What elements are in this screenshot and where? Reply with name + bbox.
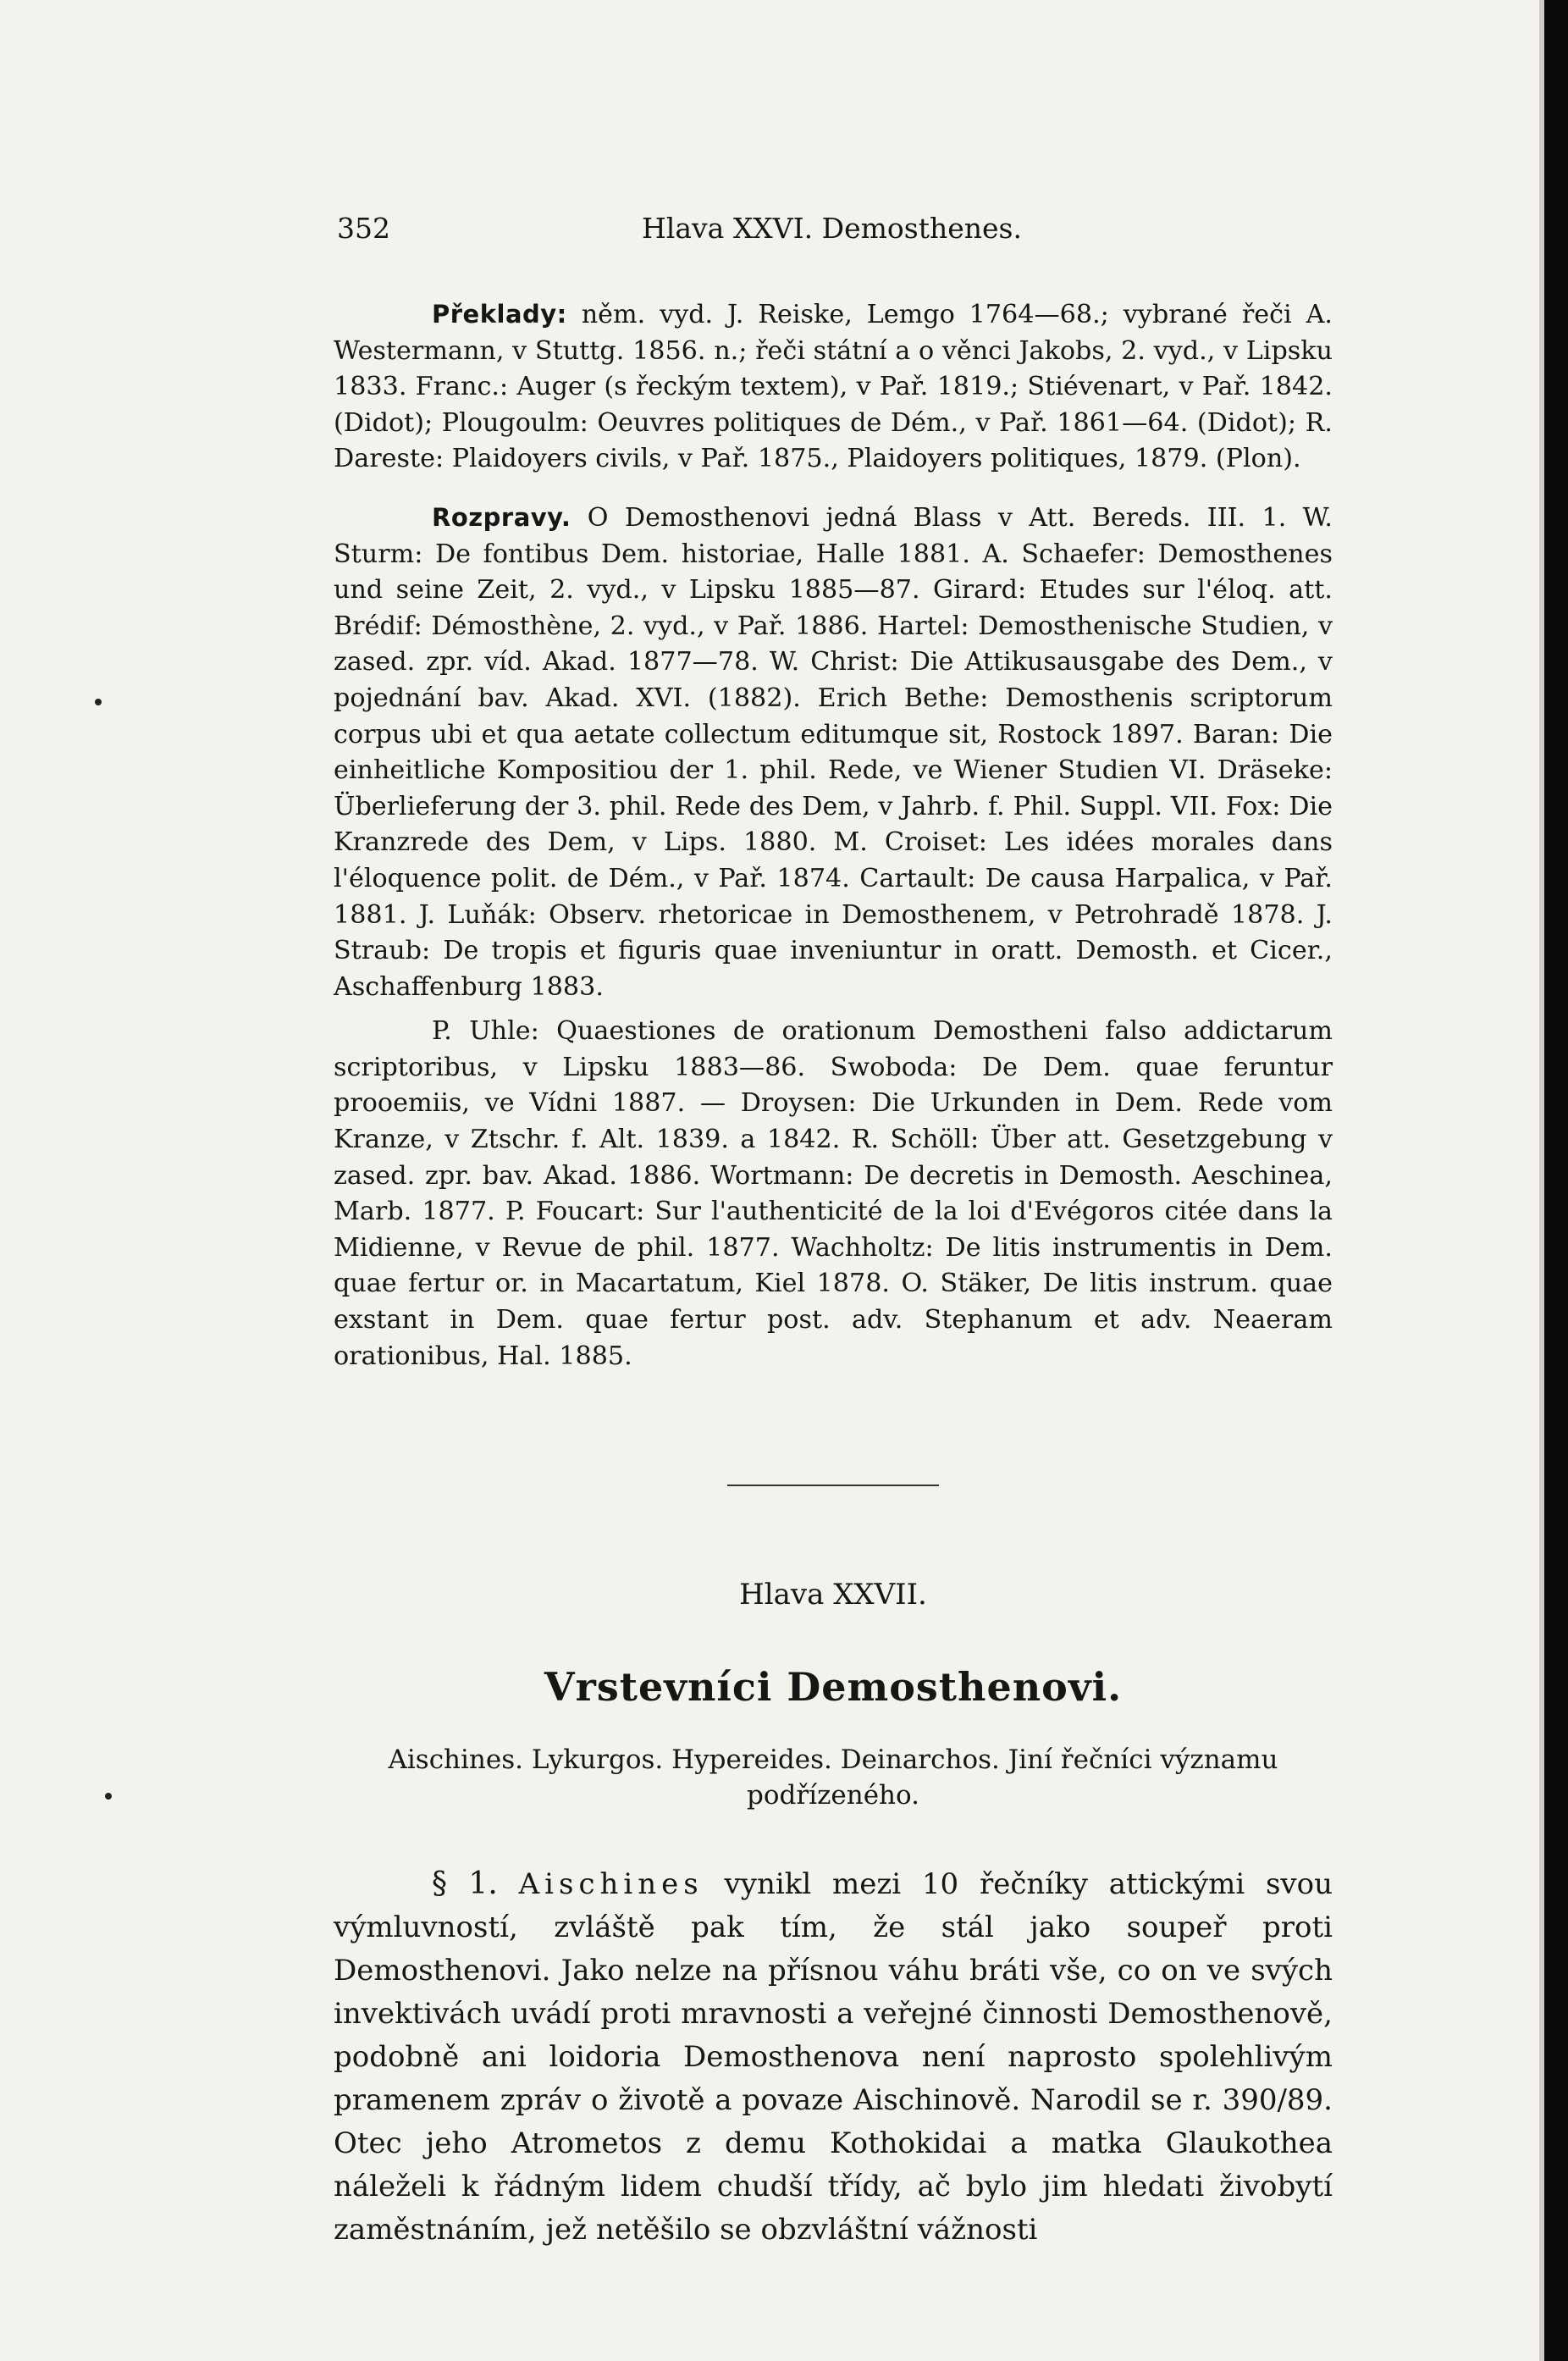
translations-paragraph	[334, 296, 1333, 478]
section-divider	[727, 1485, 939, 1486]
chapter-label: Hlava XXVII.	[739, 1578, 927, 1612]
book-page	[334, 212, 1333, 2252]
scan-speck	[95, 699, 102, 705]
page-number: 352	[337, 212, 390, 245]
section-name: Aischines	[518, 1867, 704, 1902]
chapter-subtitle: Aischines. Lykurgos. Hypereides. Deinarchos. Jiní řečníci významu podřízeného.	[388, 1744, 1278, 1811]
section-body	[334, 1862, 1333, 2252]
translations-text: něm. vyd. J. Reiske, Lemgo 1764—68.; vybrané řeči A. Westermann, v Stuttg. 1856. n.; řeči státní a o věnci Jakobs, 2. vyd., v Lipsku 1833. Franc.: Auger (s řeckým textem), v Pař. 1819.; Stiévenart, v Pař. 1842. (Didot); Plougoulm: Oeuvres politiques de Dém., v Pař. 1861—64. (Didot); R. Dareste: Plaidoyers civils, v Pař. 1875., Plaidoyers politiques, 1879. (Plon).	[334, 300, 1333, 474]
bibliography-block	[334, 296, 1333, 1374]
translations-lead: Překlady:	[432, 300, 567, 329]
chapter-title: Vrstevníci Demosthenovi.	[544, 1664, 1123, 1711]
treatises-paragraph	[334, 500, 1333, 1005]
section-mark: § 1.	[432, 1866, 498, 1902]
treatises-paragraph-2	[334, 1014, 1333, 1374]
section-text: vynikl mezi 10 řečníky attickými svou výmluvností, zvláště pak tím, že stál jako soupeř proti Demosthenovi. Jako nelze na přísnou váhu bráti vše, co on ve svých invektivách uvádí proti mravnosti a veřejné činnosti Demosthenově, podobně ani loidoria Demosthenova není naprosto spolehlivým pramenem zpráv o životě a povaze Aischinově. Narodil se r. 390/89. Otec jeho Atrometos z demu Kothokidai a matka Glaukothea náleželi k řádným lidem chudší třídy, ač bylo jim hledati živobytí zaměstnáním, jež netěšilo se obzvláštní vážnosti	[334, 1867, 1333, 2248]
treatises-text-2: P. Uhle: Quaestiones de orationum Demostheni falso addictarum scriptoribus, v Lipsku 1883—86. Swoboda: De Dem. quae feruntur prooemiis, ve Vídni 1887. — Droysen: Die Urkunden in Dem. Rede vom Kranze, v Ztschr. f. Alt. 1839. a 1842. R. Schöll: Über att. Gesetzgebung v zased. zpr. bav. Akad. 1886. Wortmann: De decretis in Demosth. Aeschinea, Marb. 1877. P. Foucart: Sur l'authenticité de la loi d'Evégoros citée dans la Midienne, v Revue de phil. 1877. Wachholtz: De litis instrumentis in Dem. quae fertur or. in Macartatum, Kiel 1878. O. Stäker, De litis instrum. quae exstant in Dem. quae fertur post. adv. Stephanum et adv. Neaeram orationibus, Hal. 1885.	[334, 1016, 1333, 1371]
scan-speck	[105, 1793, 112, 1800]
section-1-paragraph	[334, 1862, 1333, 2252]
running-header	[334, 212, 1333, 252]
scan-border	[1544, 0, 1568, 2361]
treatises-lead: Rozpravy.	[432, 502, 571, 532]
treatises-text: O Demosthenovi jedná Blass v Att. Bereds. III. 1. W. Sturm: De fontibus Dem. historiae, Halle 1881. A. Schaefer: Demosthenes und seine Zeit, 2. vyd., v Lipsku 1885—87. Girard: Etudes sur l'éloq. att. Brédif: Démosthène, 2. vyd., v Pař. 1886. Hartel: Demosthenische Studien, v zased. zpr. víd. Akad. 1877—78. W. Christ: Die Attikusausgabe des Dem., v pojednání bav. Akad. XVI. (1882). Erich Bethe: Demosthenis scriptorum corpus ubi et qua aetate collectum editumque sit, Rostock 1897. Baran: Die einheitliche Kompositiou der 1. phil. Rede, ve Wiener Studien VI. Dräseke: Überlieferung der 3. phil. Rede des Dem, v Jahrb. f. Phil. Suppl. VII. Fox: Die Kranzrede des Dem, v Lips. 1880. M. Croiset: Les idées morales dans l'éloquence polit. de Dém., v Pař. 1874. Cartault: De causa Harpalica, v Pař. 1881. J. Luňák: Observ. rhetoricae in Demosthenem, v Petrohradě 1878. J. Straub: De tropis et figuris quae inveniuntur in oratt. Demosth. et Cicer., Aschaffenburg 1883.	[334, 502, 1333, 1002]
running-title: Hlava XXVI. Demosthenes.	[642, 212, 1022, 245]
